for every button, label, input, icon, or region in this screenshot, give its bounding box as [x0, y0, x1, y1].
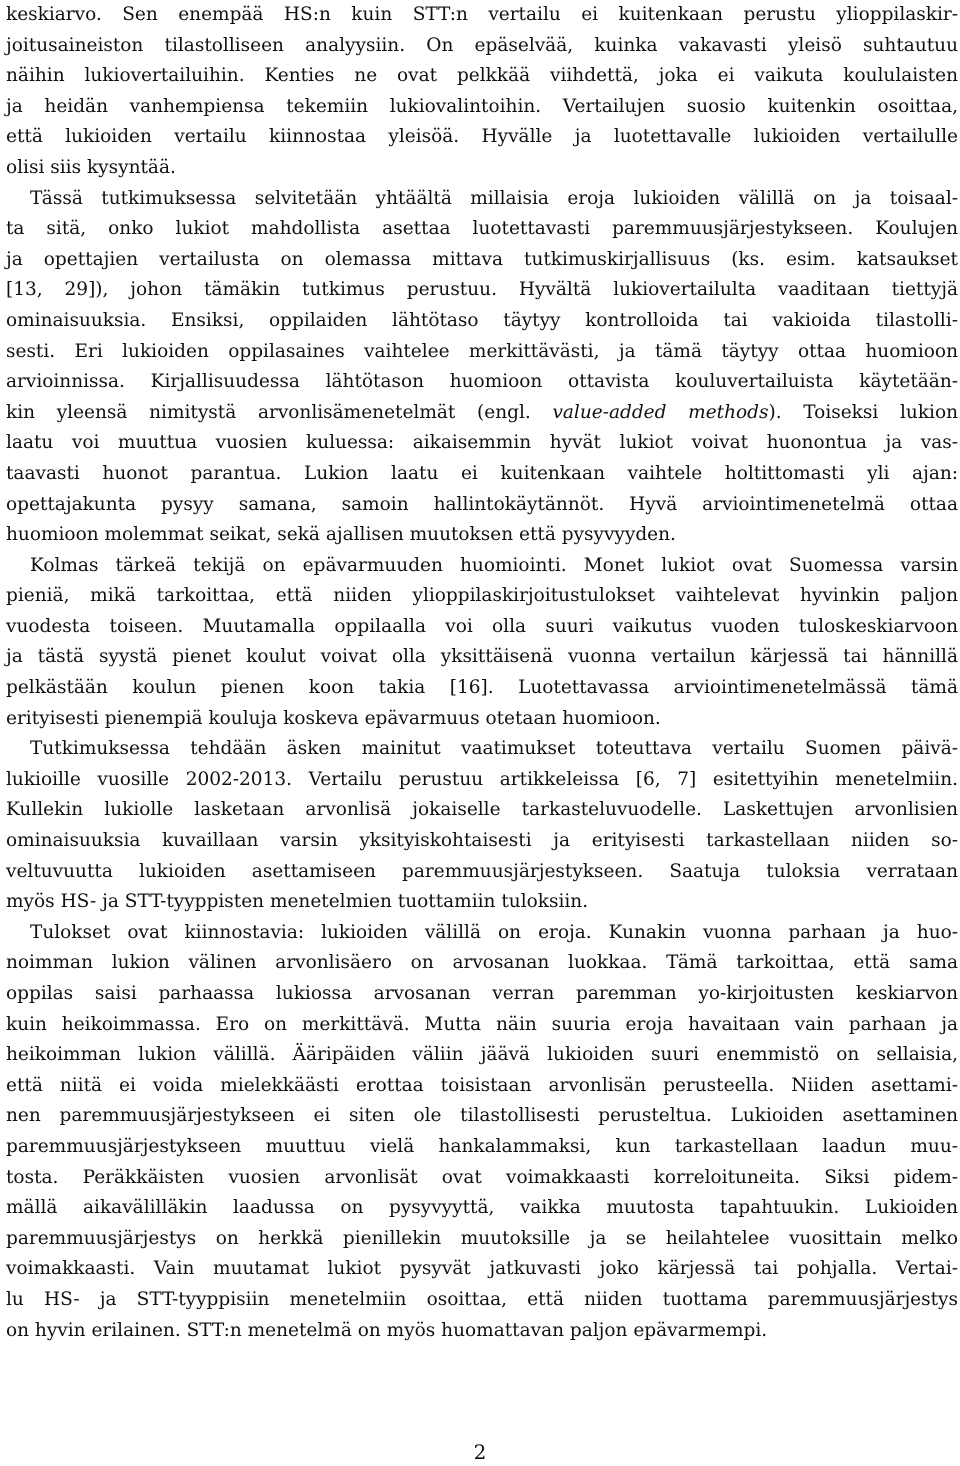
text-line: että niitä ei voida mielekkäästi erottaa toisistaan arvonlisän perusteella. Niiden asettami- [6, 1074, 958, 1096]
text-run: kin yleensä nimitystä arvonlisämenetelmät (engl. [6, 401, 553, 423]
text-line: sesti. Eri lukioiden oppilasaines vaihtelee merkittävästi, ja tämä täytyy ottaa huomioon [6, 340, 958, 362]
text-line: heikoimman lukion välillä. Ääripäiden väliin jäävä lukioiden suuri enemmistö on sellaisia, [6, 1044, 958, 1066]
text-line: arvioinnissa. Kirjallisuudessa lähtötason huomioon ottavista kouluvertailuista käytetään- [6, 371, 958, 393]
text-line: oppilas saisi parhaassa lukiossa arvosanan verran paremman yo-kirjoitusten keskiarvon [6, 983, 958, 1004]
text-line: Kullekin lukiolle lasketaan arvonlisä jokaiselle tarkasteluvuodelle. Laskettujen arvonlisien [6, 799, 958, 821]
text-line: mällä aikavälilläkin laadussa on pysyvyyttä, vaikka muutosta tapahtuukin. Lukioiden [6, 1197, 958, 1219]
text-line: vuodesta toiseen. Muutamalla oppilaalla voi olla suuri vaikutus vuoden tuloskeskiarvoon [6, 615, 958, 637]
text-line: Kolmas tärkeä tekijä on epävarmuuden huomiointi. Monet lukiot ovat Suomessa varsin [30, 554, 958, 576]
text-line: joitusaineiston tilastolliseen analyysiin. On epäselvää, kuinka vakavasti yleisö suhtautuu [6, 34, 958, 56]
text-line: opettajakunta pysyy samana, samoin hallintokäytännöt. Hyvä arviointimenetelmä ottaa [6, 493, 958, 515]
text-line: lukioille vuosille 2002-2013. Vertailu perustuu artikkeleissa [6, 7] esitettyihin menetelmiin. [6, 768, 958, 790]
text-line: voimakkaasti. Vain muutamat lukiot pysyvät jatkuvasti joko kärjessä tai pohjalla. Vertai- [6, 1258, 958, 1280]
text-line: pelkästään koulun pienen koon takia [16]. Luotettavassa arviointimenetelmässä tämä [6, 677, 958, 699]
text-line: nen paremmuusjärjestykseen ei siten ole tilastollisesti perusteltua. Lukioiden asettaminen [6, 1105, 958, 1127]
text-line: myös HS- ja STT-tyyppisten menetelmien tuottamiin tuloksiin. [6, 891, 589, 913]
text-line: noimman lukion välinen arvonlisäero on arvosanan luokkaa. Tämä tarkoittaa, että sama [6, 952, 958, 974]
text-line: olisi siis kysyntää. [6, 156, 176, 178]
text-line: paremmuusjärjestykseen muuttuu vielä hankalammaksi, kun tarkastellaan laadun muu- [6, 1135, 958, 1157]
text-line: ja heidän vanhempiensa tekemiin lukiovalintoihin. Vertailujen suosio kuitenkin osoittaa, [6, 95, 958, 117]
text-line: että lukioiden vertailu kiinnostaa yleisöä. Hyvälle ja luotettavalle lukioiden vertailulle [6, 126, 958, 148]
text-line: Tutkimuksessa tehdään äsken mainitut vaatimukset toteuttava vertailu Suomen päivä- [30, 738, 958, 760]
page-number: 2 [473, 1440, 487, 1464]
text-line: ja opettajien vertailusta on olemassa mittava tutkimuskirjallisuus (ks. esim. katsaukset [6, 248, 958, 270]
text-line: näihin lukiovertailuihin. Kenties ne ovat pelkkää viihdettä, joka ei vaikuta koululaisten [6, 65, 958, 87]
text-line: huomioon molemmat seikat, sekä ajallisen muutoksen että pysyvyyden. [6, 524, 676, 546]
text-line: Tulokset ovat kiinnostavia: lukioiden välillä on eroja. Kunakin vuonna parhaan ja huo- [30, 921, 958, 943]
text-line: veltuvuutta lukioiden asettamiseen paremmuusjärjestykseen. Saatuja tuloksia verrataan [6, 860, 958, 882]
text-line: kuin heikoimmassa. Ero on merkittävä. Mutta näin suuria eroja havaitaan vain parhaan ja [6, 1013, 958, 1035]
text-line: [13, 29]), johon tämäkin tutkimus perustuu. Hyvältä lukiovertailulta vaaditaan tiettyjä [6, 279, 958, 301]
text-line: Tässä tutkimuksessa selvitetään yhtäältä millaisia eroja lukioiden välillä on ja toisaal- [30, 187, 958, 209]
text-line: taavasti huonot parantua. Lukion laatu ei kuitenkaan vaihtele holtittomasti yli ajan: [6, 462, 958, 484]
italic-term: value-added methods [552, 401, 769, 423]
text-line: laatu voi muuttua vuosien kuluessa: aikaisemmin hyvät lukiot voivat huonontua ja vas- [6, 432, 958, 454]
text-run: ). Toiseksi lukion [768, 401, 958, 423]
body-text [6, 0, 958, 1346]
text-line: lu HS- ja STT-tyyppisiin menetelmiin osoittaa, että niiden tuottama paremmuusjärjestys [6, 1288, 958, 1310]
text-line: keskiarvo. Sen enempää HS:n kuin STT:n vertailu ei kuitenkaan perustu ylioppilaskir- [6, 4, 958, 25]
text-line: pieniä, mikä tarkoittaa, että niiden ylioppilaskirjoitustulokset vaihtelevat hyvinkin paljon [6, 585, 958, 607]
text-line: on hyvin erilainen. STT:n menetelmä on myös huomattavan paljon epävarmempi. [6, 1319, 768, 1341]
text-line: paremmuusjärjestys on herkkä pienillekin muutoksille ja se heilahtelee vuosittain melko [6, 1227, 958, 1249]
text-line: ta sitä, onko lukiot mahdollista asettaa luotettavasti paremmuusjärjestykseen. Koulujen [6, 218, 958, 240]
text-line: tosta. Peräkkäisten vuosien arvonlisät ovat voimakkaasti korreloituneita. Siksi pidem- [6, 1166, 958, 1188]
text-line: ja tästä syystä pienet koulut voivat olla yksittäisenä vuonna vertailun kärjessä tai hännillä [6, 646, 958, 668]
text-line: ominaisuuksia. Ensiksi, oppilaiden lähtötaso täytyy kontrolloida tai vakioida tilastolli- [6, 309, 958, 331]
text-line [6, 398, 958, 429]
text-line: ominaisuuksia kuvaillaan varsin yksityiskohtaisesti ja erityisesti tarkastellaan niiden so- [6, 830, 958, 852]
text-line: erityisesti pienempiä kouluja koskeva epävarmuus otetaan huomioon. [6, 707, 661, 729]
